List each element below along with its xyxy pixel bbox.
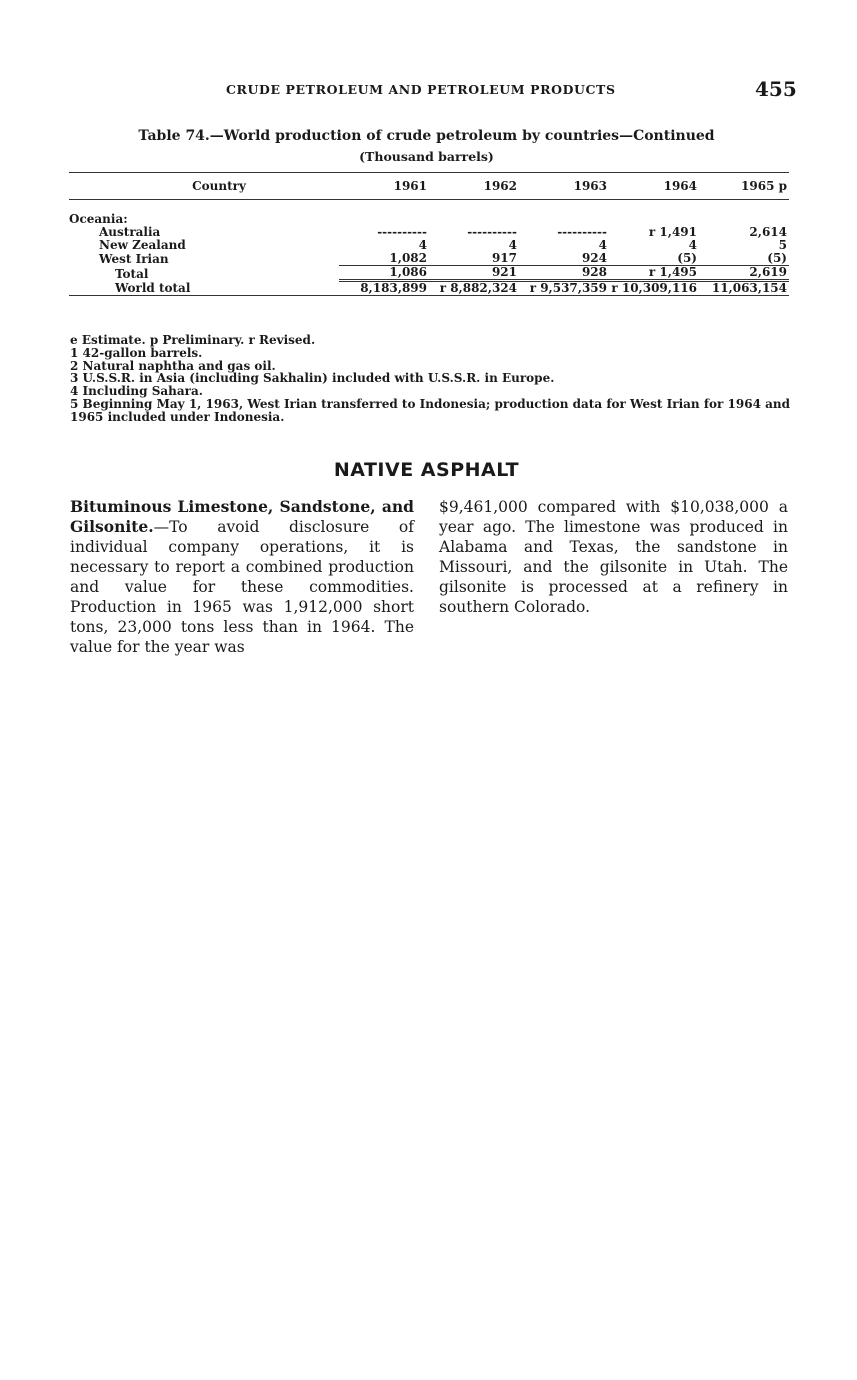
world-total-cell: r 8,882,324 <box>429 281 519 296</box>
total-label: Total <box>115 266 149 281</box>
total-cell: 2,619 <box>699 266 789 281</box>
header-1961: 1961 <box>339 173 429 200</box>
value-cell: 4 <box>418 238 427 252</box>
world-total-cell: 8,183,899 <box>339 281 429 296</box>
footnote-4: 4 Including Sahara. <box>70 384 203 399</box>
value-cell: 4 <box>508 238 517 252</box>
value-cell: 5 <box>778 238 787 252</box>
header-1962: 1962 <box>429 173 519 200</box>
total-cell: 1,086 <box>339 266 429 281</box>
total-row <box>69 266 789 281</box>
table-unit: (Thousand barrels) <box>359 149 494 164</box>
world-total-label: World total <box>69 281 339 296</box>
value-cell: 4 <box>598 238 607 252</box>
world-total-row <box>69 281 789 296</box>
total-cell: r 1,495 <box>609 266 699 281</box>
table-row <box>69 226 789 239</box>
value-cell: 1,082 <box>389 251 427 265</box>
header-1964: 1964 <box>609 173 699 200</box>
value-cell: (5) <box>767 251 787 265</box>
value-cell: ---------- <box>377 225 427 239</box>
running-title: CRUDE PETROLEUM AND PETROLEUM PRODUCTS <box>226 82 616 97</box>
total-cell: 921 <box>429 266 519 281</box>
value-cell: 2,614 <box>749 225 787 239</box>
header-1963: 1963 <box>519 173 609 200</box>
value-cell: (5) <box>677 251 697 265</box>
value-cell: ---------- <box>557 225 607 239</box>
lead-in-heading: Bituminous Limestone, Sandstone, and Gilsonite. <box>70 497 414 536</box>
footnotes <box>70 334 790 424</box>
section-heading: NATIVE ASPHALT <box>333 459 520 481</box>
world-total-cell: r 10,309,116 <box>609 281 699 296</box>
total-cell: 928 <box>519 266 609 281</box>
table-header-row <box>69 173 789 200</box>
world-total-cell: 11,063,154 <box>699 281 789 296</box>
country-cell: Australia <box>99 226 161 239</box>
value-cell: 917 <box>491 251 517 265</box>
region-label: Oceania: <box>69 213 128 226</box>
country-cell: New Zealand <box>99 239 186 252</box>
footnote-legend: e Estimate. p Preliminary. r Revised. <box>70 333 316 347</box>
header-country: Country <box>69 173 339 200</box>
world-total-cell: r 9,537,359 <box>519 281 609 296</box>
value-cell: r 1,491 <box>648 225 697 239</box>
footnote-3: 3 U.S.S.R. in Asia (including Sakhalin) included with U.S.S.R. in Europe. <box>70 371 555 386</box>
body-column-right <box>439 497 788 617</box>
table-title: Table 74.—World production of crude petroleum by countries—Continued <box>138 128 715 144</box>
body-text-right: $9,461,000 compared with $10,038,000 a year ago. The limestone was produced in Alabama and Texas, the sandstone in Missouri, and the gilsonite in Utah. The gilsonite is processed at a refinery in southern Colorado. <box>439 498 788 616</box>
body-text-left: —To avoid disclosure of individual company operations, it is necessary to report a combined production and value for these commodities. Production in 1965 was 1,912,000 short tons, 23,000 tons less than in 1964. The value for the year was <box>70 518 414 656</box>
value-cell: 924 <box>581 251 607 265</box>
production-table <box>69 172 789 296</box>
country-cell: West Irian <box>99 252 169 266</box>
footnote-5: 5 Beginning May 1, 1963, West Irian transferred to Indonesia; production data for West Irian for 1964 and 1965 included under Indonesia. <box>70 396 790 424</box>
value-cell: ---------- <box>467 225 517 239</box>
table-row <box>69 252 789 266</box>
body-column-left <box>70 497 414 657</box>
header-1965: 1965 p <box>699 173 789 200</box>
footnote-2: 2 Natural naphtha and gas oil. <box>70 358 276 373</box>
footnote-1: 1 42-gallon barrels. <box>70 345 203 360</box>
value-cell: 4 <box>688 238 697 252</box>
page-number: 455 <box>755 77 797 101</box>
